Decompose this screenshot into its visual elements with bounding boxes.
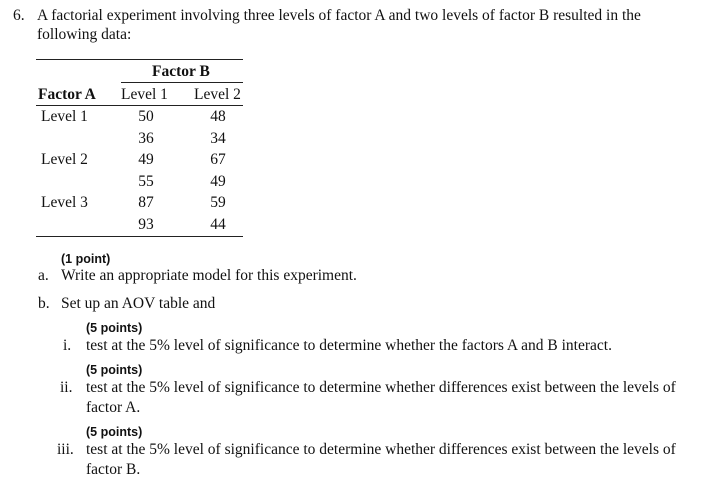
row-label-level1: Level 1 (41, 108, 88, 125)
cell-a3-b2-rep2: 44 (210, 216, 226, 233)
col-header-level1: Level 1 (121, 86, 168, 103)
factor-b-header: Factor B (152, 63, 210, 80)
part-a-text: Write an appropriate model for this experiment. (61, 267, 357, 284)
table-bottom-rule (36, 236, 243, 237)
cell-a3-b1-rep2: 93 (138, 216, 154, 233)
table-top-rule (36, 59, 243, 60)
sub-iii-text-line1: test at the 5% level of significance to determine whether differences exist between the levels of (86, 441, 676, 458)
cell-a3-b2-rep1: 59 (210, 194, 226, 211)
sub-i-marker: i. (63, 337, 72, 354)
cell-a1-b2-rep1: 48 (210, 108, 226, 125)
cell-a2-b2-rep2: 49 (210, 173, 226, 190)
cell-a1-b1-rep2: 36 (138, 130, 154, 147)
factor-a-header: Factor A (38, 86, 96, 103)
sub-ii-points: (5 points) (86, 363, 143, 377)
question-number: 6. (13, 7, 25, 24)
factor-b-underline (121, 82, 243, 83)
part-b-text: Set up an AOV table and (61, 295, 216, 312)
table-header-rule (36, 105, 243, 106)
sub-i-text-line1: test at the 5% level of significance to determine whether the factors A and B interact. (86, 337, 612, 354)
sub-iii-marker: iii. (57, 441, 74, 458)
part-a-points: (1 point) (61, 252, 111, 266)
sub-i-points: (5 points) (86, 321, 143, 335)
row-label-level2: Level 2 (41, 151, 88, 168)
cell-a3-b1-rep1: 87 (138, 194, 154, 211)
col-header-level2: Level 2 (194, 86, 241, 103)
cell-a1-b2-rep2: 34 (210, 130, 226, 147)
cell-a2-b1-rep1: 49 (138, 151, 154, 168)
question-text-line1: A factorial experiment involving three levels of factor A and two levels of factor B resulted in the (37, 7, 641, 24)
question-text-line2: following data: (37, 26, 132, 43)
cell-a1-b1-rep1: 50 (138, 108, 154, 125)
sub-ii-text-line2: factor A. (86, 399, 141, 416)
sub-ii-marker: ii. (60, 379, 73, 396)
cell-a2-b1-rep2: 55 (138, 173, 154, 190)
sub-iii-text-line2: factor B. (86, 461, 141, 478)
cell-a2-b2-rep1: 67 (210, 151, 226, 168)
row-label-level3: Level 3 (41, 194, 88, 211)
part-a-marker: a. (38, 267, 49, 284)
part-b-marker: b. (38, 295, 50, 312)
sub-iii-points: (5 points) (86, 425, 143, 439)
sub-ii-text-line1: test at the 5% level of significance to determine whether differences exist between the levels of (86, 379, 676, 396)
